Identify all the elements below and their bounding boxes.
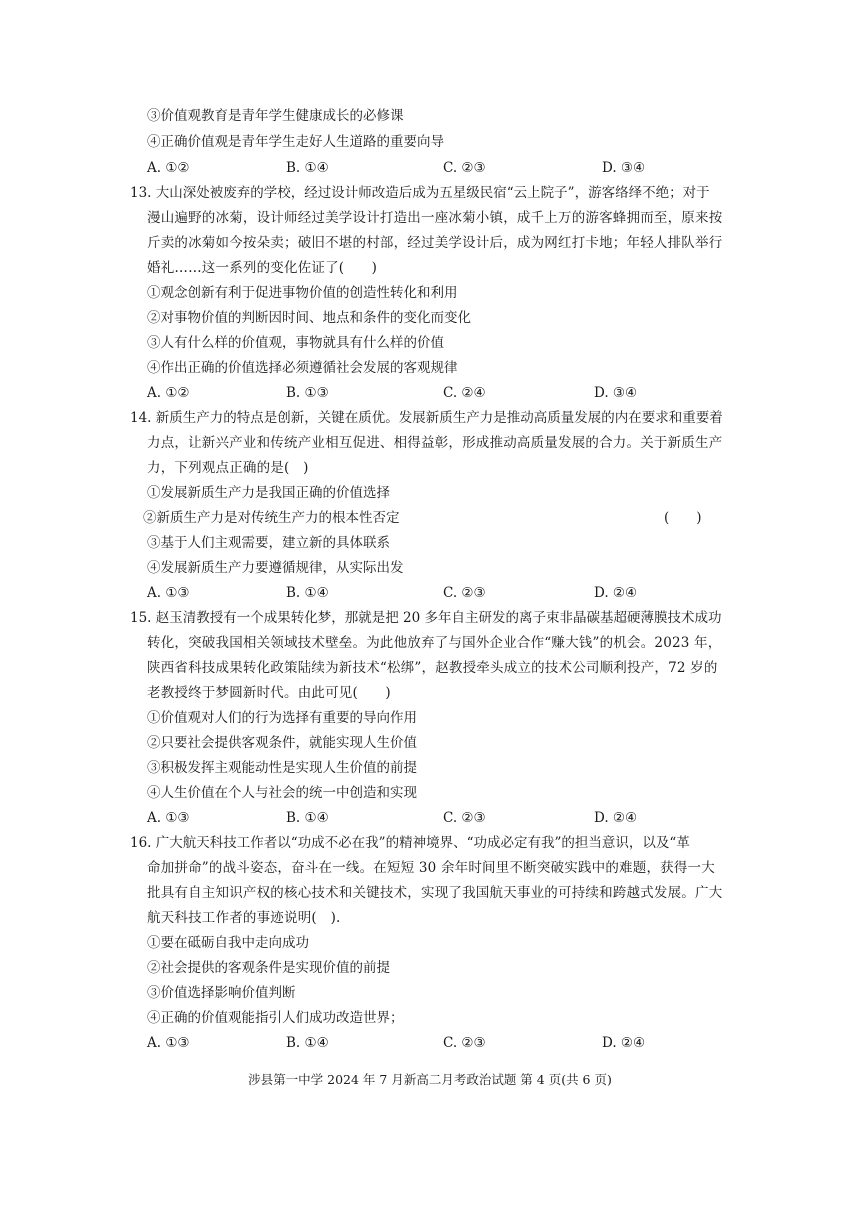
q15-stem-line-2: 转化，突破我国相关领域技术壁垒。为此他放弃了与国外企业合作“赚大钱”的机会。2023 年， [147, 635, 722, 651]
q13-stem-line-3: 斤卖的冰菊如今按朵卖；破旧不堪的村部，经过美学设计后，成为网红打卡地；年轻人排队举行 [147, 235, 723, 251]
q13-choice-a: A. ①② [147, 385, 190, 401]
q16-choice-a: A. ①③ [147, 1035, 190, 1051]
q15-stem-line-3: 陕西省科技成果转化政策陆续为新技术“松绑”，赵教授牵头成立的技术公司顺利投产，72 岁的 [147, 660, 718, 676]
q15-stem-line-1: 15. 赵玉清教授有一个成果转化梦，那就是把 20 多年自主研发的离子束非晶碳基超硬薄膜技术成功 [130, 610, 722, 626]
q15-statement-2: ②只要社会提供客观条件，就能实现人生价值 [147, 735, 417, 751]
q14-choice-a: A. ①③ [147, 585, 190, 601]
q15-choice-a: A. ①③ [147, 810, 190, 826]
q13-statement-1: ①观念创新有利于促进事物价值的创造性转化和利用 [147, 285, 458, 301]
q14-statement-4: ④发展新质生产力要遵循规律，从实际出发 [147, 560, 404, 576]
q16-statement-4: ④正确的价值观能指引人们成功改造世界； [147, 1010, 404, 1026]
q12-choice-a: A. ①② [147, 160, 190, 176]
page-footer: 涉县第一中学 2024 年 7 月新高二月考政治试题 第 4 页(共 6 页) [248, 1072, 612, 1087]
q14-choice-b: B. ①④ [286, 585, 329, 601]
q14-choice-c: C. ②③ [443, 585, 486, 601]
q15-choice-c: C. ②③ [443, 810, 486, 826]
q15-choice-b: B. ①④ [286, 810, 329, 826]
answer-blank: ( ) [664, 510, 702, 526]
q14-statement-1: ①发展新质生产力是我国正确的价值选择 [147, 485, 390, 501]
q14-stem-line-2: 力点，让新兴产业和传统产业相互促进、相得益彰，形成推动高质量发展的合力。关于新质生产 [147, 435, 723, 451]
q15-statement-3: ③积极发挥主观能动性是实现人生价值的前提 [147, 760, 417, 776]
q13-stem-line-2: 漫山遍野的冰菊，设计师经过美学设计打造出一座冰菊小镇，成千上万的游客蜂拥而至，原来按 [147, 210, 723, 226]
q13-stem-line-1: 13. 大山深处被废弃的学校，经过设计师改造后成为五星级民宿“云上院子”，游客络绎不绝；对于 [130, 185, 710, 201]
q16-statement-2: ②社会提供的客观条件是实现价值的前提 [147, 960, 390, 976]
q12-choice-d: D. ③④ [602, 160, 646, 176]
q15-choice-d: D. ②④ [594, 810, 638, 826]
q16-statement-1: ①要在砥砺自我中走向成功 [147, 935, 309, 951]
q14-choice-d: D. ②④ [594, 585, 638, 601]
q14-statement-2: ②新质生产力是对传统生产力的根本性否定 [143, 510, 400, 526]
q14-stem-line-3: 力，下列观点正确的是( ) [147, 460, 309, 476]
q12-choice-c: C. ②③ [443, 160, 486, 176]
q15-statement-4: ④人生价值在个人与社会的统一中创造和实现 [147, 785, 417, 801]
q16-stem-line-1: 16. 广大航天科技工作者以“功成不必在我”的精神境界、“功成必定有我”的担当意识，以及“革 [130, 835, 690, 851]
q13-statement-3: ③人有什么样的价值观，事物就具有什么样的价值 [147, 335, 444, 351]
q15-statement-1: ①价值观对人们的行为选择有重要的导向作用 [147, 710, 417, 726]
q12-statement-3: ③价值观教育是青年学生健康成长的必修课 [147, 108, 404, 124]
q16-choice-d: D. ②④ [602, 1035, 646, 1051]
q13-statement-4: ④作出正确的价值选择必须遵循社会发展的客观规律 [147, 360, 458, 376]
q16-choice-c: C. ②③ [443, 1035, 486, 1051]
q16-stem-line-3: 批具有自主知识产权的核心技术和关键技术，实现了我国航天事业的可持续和跨越式发展。广大 [147, 885, 723, 901]
q13-stem-line-4: 婚礼……这一系列的变化佐证了( ) [147, 260, 378, 276]
q13-choice-d: D. ③④ [594, 385, 638, 401]
q16-stem-line-2: 命加拼命”的战斗姿态，奋斗在一线。在短短 30 余年时间里不断突破实践中的难题，获得一大 [147, 860, 715, 876]
q15-stem-line-4: 老教授终于梦圆新时代。由此可见( ) [147, 685, 391, 701]
q13-statement-2: ②对事物价值的判断因时间、地点和条件的变化而变化 [147, 310, 471, 326]
q16-statement-3: ③价值选择影响价值判断 [147, 985, 296, 1001]
q12-choice-b: B. ①④ [286, 160, 329, 176]
q13-choice-b: B. ①③ [286, 385, 329, 401]
q13-choice-c: C. ②④ [443, 385, 486, 401]
q12-statement-4: ④正确价值观是青年学生走好人生道路的重要向导 [147, 134, 444, 150]
q16-choice-b: B. ①④ [286, 1035, 329, 1051]
q14-statement-3: ③基于人们主观需要，建立新的具体联系 [147, 535, 390, 551]
q16-stem-line-4: 航天科技工作者的事迹说明( ). [147, 910, 341, 926]
q14-stem-line-1: 14. 新质生产力的特点是创新，关键在质优。发展新质生产力是推动高质量发展的内在要求和重要着 [130, 410, 723, 426]
